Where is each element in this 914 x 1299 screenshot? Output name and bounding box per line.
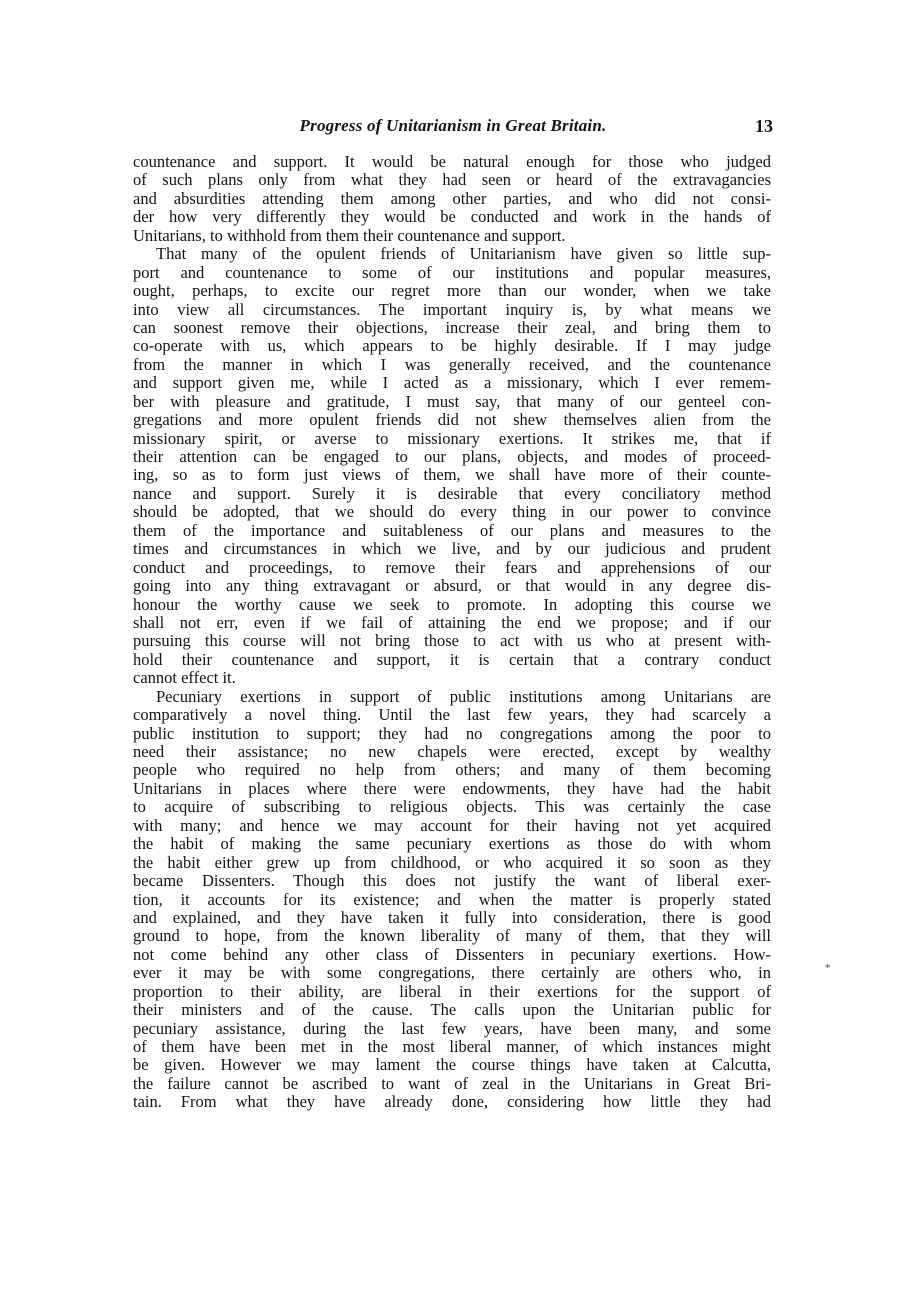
text-line: co-operate with us, which appears to be highly desirable. If I may judge xyxy=(133,337,771,356)
text-line: port and countenance to some of our institutions and popular measures, xyxy=(133,263,771,282)
text-line: need their assistance; no new chapels were erected, except by wealthy xyxy=(133,743,771,761)
text-line: pursuing this course will not bring those to act with us who at present with- xyxy=(133,632,771,651)
text-line: and explained, and they have taken it fully into consideration, there is good xyxy=(133,908,771,927)
text-line: Pecuniary exertions in support of public institutions among Unitarians are xyxy=(156,687,771,706)
text-line: and absurdities attending them among other parties, and who did not consi- xyxy=(133,189,771,208)
text-line: ground to hope, from the known liberality of many of them, that they will xyxy=(133,927,771,946)
text-line: countenance and support. It would be natural enough for those who judged xyxy=(133,153,771,171)
text-line: hold their countenance and support, it is certain that a contrary conduct xyxy=(133,650,771,669)
text-line: the habit of making the same pecuniary exertions as those do with whom xyxy=(133,835,771,854)
text-line: proportion to their ability, are liberal in their exertions for the support of xyxy=(133,982,771,1001)
text-line: should be adopted, that we should do every thing in our power to convince xyxy=(133,503,771,522)
text-line: pecuniary assistance, during the last few years, have been many, and some xyxy=(133,1019,771,1038)
text-line: the habit either grew up from childhood, or who acquired it so soon as they xyxy=(133,853,771,872)
text-line: and support given me, while I acted as a missionary, which I ever remem- xyxy=(133,374,771,393)
text-line: tion, it accounts for its existence; and when the matter is properly stated xyxy=(133,890,771,909)
page-number: 13 xyxy=(755,116,773,136)
text-line: the failure cannot be ascribed to want of zeal in the Unitarians in Great Bri- xyxy=(133,1074,771,1093)
running-header xyxy=(133,116,773,138)
text-line: going into any thing extravagant or absurd, or that would in any degree dis- xyxy=(133,577,771,596)
text-line: tain. From what they have already done, considering how little they had xyxy=(133,1093,771,1112)
text-line: can soonest remove their objections, increase their zeal, and bring them to xyxy=(133,318,771,337)
text-line: into view all circumstances. The important inquiry is, by what means we xyxy=(133,300,771,319)
text-line: ought, perhaps, to excite our regret more than our wonder, when we take xyxy=(133,282,771,301)
text-line: Unitarians, to withhold from them their countenance and support. xyxy=(133,226,566,245)
body-text xyxy=(133,153,771,1112)
text-line: people who required no help from others; and many of them becoming xyxy=(133,761,771,780)
text-line: honour the worthy cause we seek to promote. In adopting this course we xyxy=(133,595,771,614)
text-line: their attention can be engaged to our plans, objects, and modes of proceed- xyxy=(133,448,771,466)
text-line: of such plans only from what they had seen or heard of the extravagancies xyxy=(133,171,771,190)
text-line: der how very differently they would be conducted and work in the hands of xyxy=(133,208,771,227)
text-line: conduct and proceedings, to remove their fears and apprehensions of our xyxy=(133,558,771,577)
text-line: cannot effect it. xyxy=(133,669,236,688)
text-line: times and circumstances in which we live, and by our judicious and prudent xyxy=(133,540,771,559)
text-line: public institution to support; they had no congregations among the poor to xyxy=(133,724,771,743)
text-line: missionary spirit, or averse to missionary exertions. It strikes me, that if xyxy=(133,429,771,448)
text-line: their ministers and of the cause. The calls upon the Unitarian public for xyxy=(133,1001,771,1020)
text-line: with many; and hence we may account for their having not yet acquired xyxy=(133,816,771,835)
text-line: of them have been met in the most liberal manner, of which instances might xyxy=(133,1038,771,1056)
text-line: be given. However we may lament the course things have taken at Calcutta, xyxy=(133,1056,771,1075)
text-line: gregations and more opulent friends did not shew themselves alien from the xyxy=(133,411,771,430)
text-line: comparatively a novel thing. Until the last few years, they had scarcely a xyxy=(133,706,771,725)
margin-mark: * xyxy=(825,962,831,974)
text-line: them of the importance and suitableness of our plans and measures to the xyxy=(133,521,771,540)
text-line: ing, so as to form just views of them, we shall have more of their counte- xyxy=(133,466,771,485)
text-line: ber with pleasure and gratitude, I must say, that many of our genteel con- xyxy=(133,392,771,411)
text-line: Unitarians in places where there were endowments, they have had the habit xyxy=(133,779,771,798)
text-line: from the manner in which I was generally received, and the countenance xyxy=(133,355,771,374)
text-line: ever it may be with some congregations, there certainly are others who, in xyxy=(133,964,771,983)
text-line: That many of the opulent friends of Unitarianism have given so little sup- xyxy=(156,245,771,264)
running-title: Progress of Unitarianism in Great Britain. xyxy=(299,116,607,135)
text-line: not come behind any other class of Dissenters in pecuniary exertions. How- xyxy=(133,945,771,964)
text-line: to acquire of subscribing to religious objects. This was certainly the case xyxy=(133,798,771,817)
text-line: nance and support. Surely it is desirable that every conciliatory method xyxy=(133,484,771,503)
text-line: shall not err, even if we fail of attaining the end we propose; and if our xyxy=(133,613,771,632)
text-line: became Dissenters. Though this does not justify the want of liberal exer- xyxy=(133,872,771,891)
